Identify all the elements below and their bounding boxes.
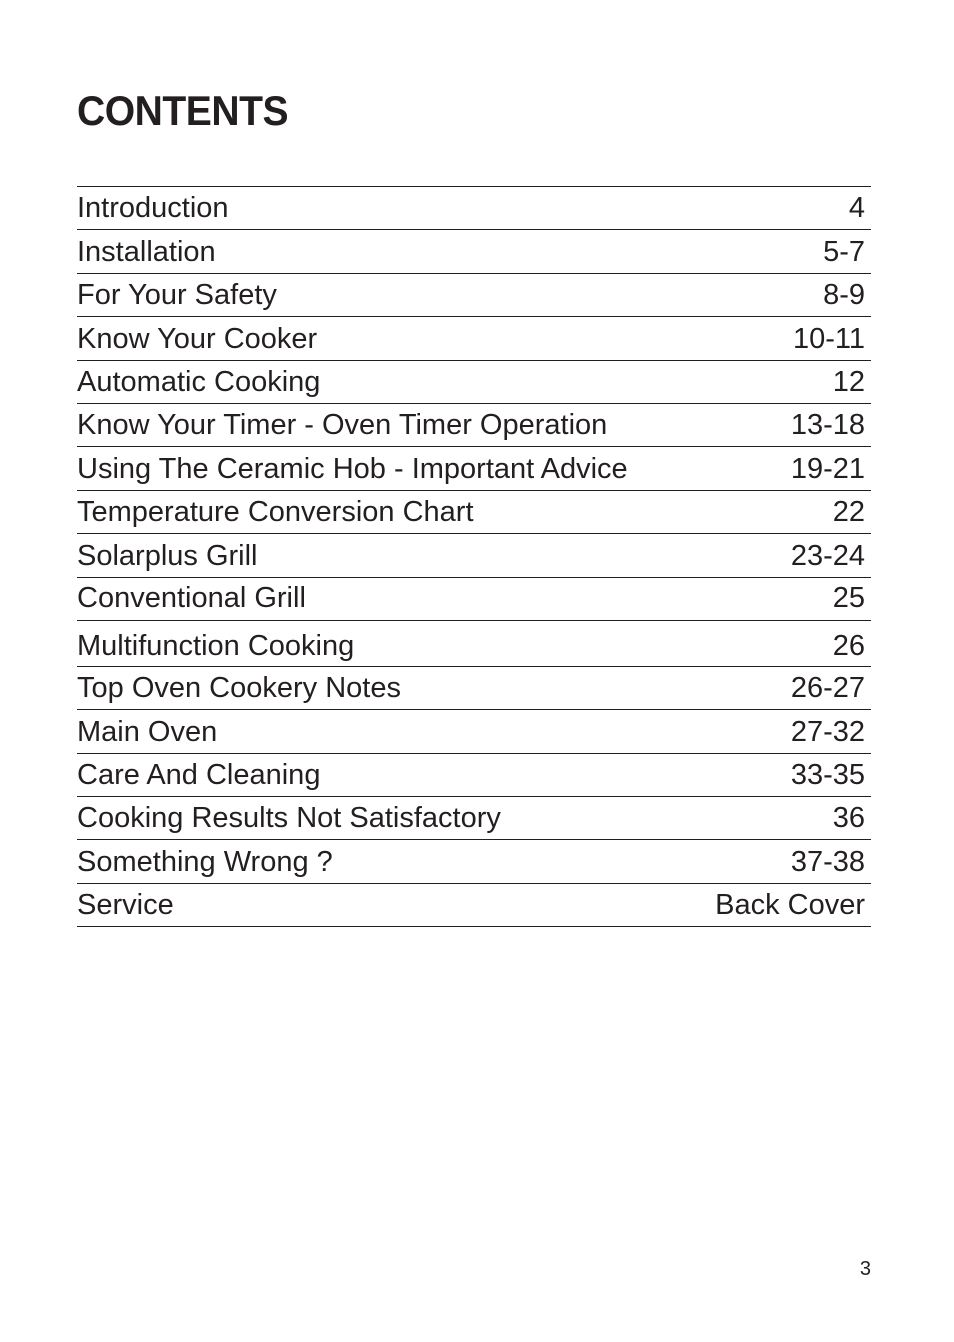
toc-row xyxy=(77,797,871,840)
table-of-contents xyxy=(77,186,871,927)
toc-row xyxy=(77,404,871,447)
toc-entry-title: Care And Cleaning xyxy=(77,759,321,792)
toc-entry-page: 22 xyxy=(832,496,865,529)
toc-entry-page: 37-38 xyxy=(790,845,865,878)
toc-entry-title: Installation xyxy=(77,235,216,268)
toc-entry-page: 13-18 xyxy=(790,409,865,442)
toc-entry-page: Back Cover xyxy=(715,889,865,922)
toc-entry-title: Service xyxy=(77,889,174,922)
toc-entry-page: 33-35 xyxy=(790,759,865,792)
toc-row xyxy=(77,187,871,230)
toc-row xyxy=(77,317,871,360)
toc-row xyxy=(77,754,871,797)
toc-entry-title: Conventional Grill xyxy=(77,581,306,614)
toc-row xyxy=(77,534,871,577)
toc-entry-title: Temperature Conversion Chart xyxy=(77,496,474,529)
toc-entry-title: For Your Safety xyxy=(77,279,277,312)
toc-entry-page: 8-9 xyxy=(823,279,865,312)
toc-entry-title: Using The Ceramic Hob - Important Advice xyxy=(77,452,628,485)
toc-row xyxy=(77,710,871,753)
toc-entry-page: 4 xyxy=(848,192,865,225)
toc-entry-page: 5-7 xyxy=(823,235,865,268)
toc-entry-page: 12 xyxy=(832,365,865,398)
toc-row xyxy=(77,578,871,621)
toc-row xyxy=(77,361,871,404)
page-number: 3 xyxy=(859,1258,871,1280)
toc-row xyxy=(77,447,871,490)
toc-entry-page: 25 xyxy=(832,581,865,614)
toc-row xyxy=(77,491,871,534)
toc-entry-page: 10-11 xyxy=(792,322,865,355)
toc-entry-title: Automatic Cooking xyxy=(77,365,321,398)
toc-row xyxy=(77,840,871,883)
toc-entry-title: Solarplus Grill xyxy=(77,539,258,572)
toc-entry-title: Main Oven xyxy=(77,715,218,748)
toc-entry-title: Multifunction Cooking xyxy=(77,629,355,662)
toc-entry-title: Introduction xyxy=(77,192,229,225)
toc-entry-page: 23-24 xyxy=(790,539,865,572)
toc-row xyxy=(77,230,871,273)
toc-row xyxy=(77,884,871,927)
page-title: CONTENTS xyxy=(77,87,289,134)
toc-entry-title: Top Oven Cookery Notes xyxy=(77,672,401,705)
toc-row xyxy=(77,274,871,317)
toc-entry-title: Cooking Results Not Satisfactory xyxy=(77,802,501,835)
toc-entry-page: 26-27 xyxy=(790,672,865,705)
toc-entry-title: Know Your Cooker xyxy=(77,322,318,355)
toc-entry-page: 27-32 xyxy=(790,715,865,748)
toc-row xyxy=(77,621,871,667)
toc-row xyxy=(77,667,871,710)
toc-entry-title: Something Wrong ? xyxy=(77,845,333,878)
toc-entry-page: 26 xyxy=(832,629,865,662)
toc-entry-title: Know Your Timer - Oven Timer Operation xyxy=(77,409,608,442)
toc-entry-page: 19-21 xyxy=(790,452,865,485)
toc-entry-page: 36 xyxy=(832,802,865,835)
